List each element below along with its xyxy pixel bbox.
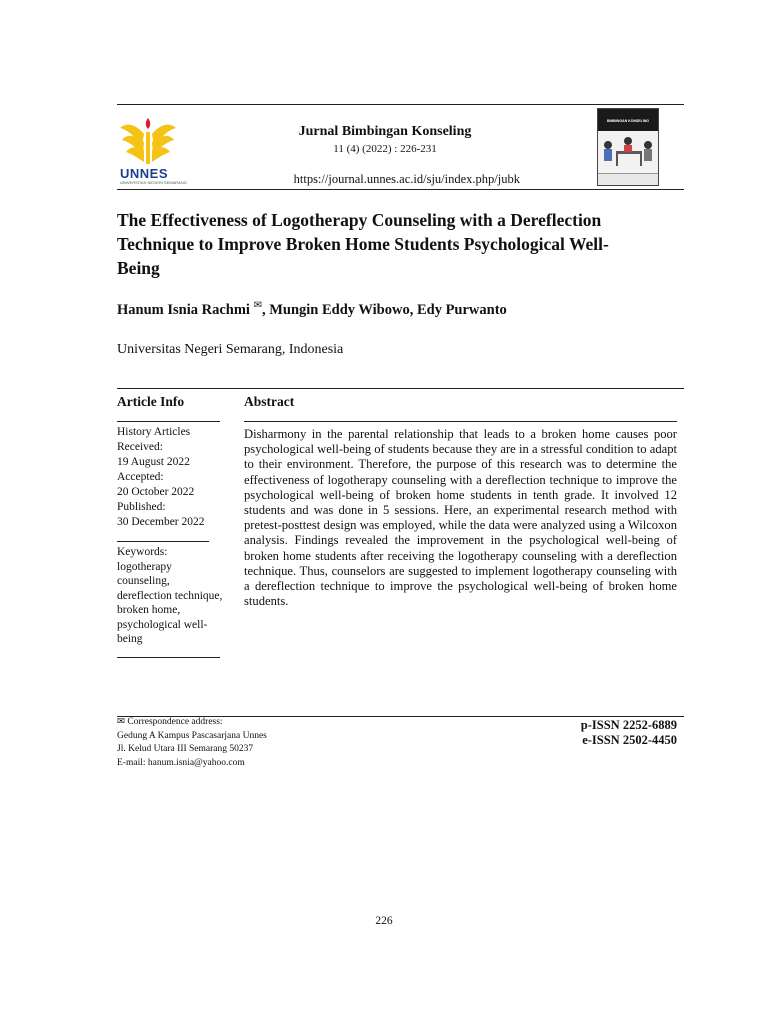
correspondence-address-1: Gedung A Kampus Pascasarjana Unnes xyxy=(117,730,267,741)
keyword-line: logotherapy xyxy=(117,560,172,573)
accepted-date: 20 October 2022 xyxy=(117,486,195,498)
received-date: 19 August 2022 xyxy=(117,456,190,468)
author-1: Hanum Isnia Rachmi xyxy=(117,301,250,318)
correspondence-block xyxy=(117,716,267,770)
keywords-block xyxy=(117,545,227,647)
keyword-line: psychological well- xyxy=(117,618,208,631)
p-issn: p-ISSN 2252-6889 xyxy=(580,718,677,732)
journal-url-link[interactable]: https://journal.unnes.ac.id/sju/index.php/jubk xyxy=(293,172,520,186)
keywords-heading: Keywords: xyxy=(117,546,168,558)
correspondence-address-2: Jl. Kelud Utara III Semarang 50237 xyxy=(117,744,254,754)
keyword-line: counseling, xyxy=(117,575,170,587)
affiliation: Universitas Negeri Semarang, Indonesia xyxy=(117,342,344,357)
correspondence-label: ✉ Correspondence address: xyxy=(117,717,223,727)
unnes-logo-text: UNNES xyxy=(120,166,169,181)
abstract-text: Disharmony in the parental relationship that leads to a broken home causes poor psychological well-being of students because they are in a stressful condition to adapt to their environment. Therefore, the purpose of this research was to determine the effectiveness of logotherapy counseling with a dereflection technique to improve the psychological well-being of broken home students in tenth grade. It involved 12 students and was done in 5 sessions. Here, an experimental research method with pretest-posttest design was employed, while the data were analyzed using a Wilcoxon analysis. Findings revealed the improvement in the psychological well-being of broken home students after receiving the logotherapy counseling with a dereflection technique. Thus, counselors are suggested to implement logotherapy counseling with a dereflection technique to improve the psychological well-being of broken home students. xyxy=(244,427,677,609)
header-bottom-rule xyxy=(117,189,684,190)
published-label: Published: xyxy=(117,501,166,513)
received-label: Received: xyxy=(117,441,163,453)
e-issn: e-ISSN 2502-4450 xyxy=(582,733,677,747)
title-line-3: Being xyxy=(117,258,160,278)
keyword-line: broken home, xyxy=(117,604,181,616)
keyword-line: dereflection technique, xyxy=(117,589,223,602)
article-info-rule xyxy=(117,421,220,422)
abstract-rule xyxy=(244,421,677,422)
journal-cover-image xyxy=(597,108,659,186)
cover-title: BIMBINGAN KONSELING xyxy=(607,119,649,123)
correspondence-email[interactable]: E-mail: hanum.isnia@yahoo.com xyxy=(117,757,245,768)
article-info-heading: Article Info xyxy=(117,394,185,409)
header-top-rule xyxy=(117,104,684,105)
page-number: 226 xyxy=(375,915,393,927)
accepted-label: Accepted: xyxy=(117,471,164,483)
issn-block xyxy=(500,718,677,748)
history-rule xyxy=(117,541,209,542)
author-others: , Mungin Eddy Wibowo, Edy Purwanto xyxy=(261,301,507,318)
section-top-rule xyxy=(117,388,684,389)
published-date: 30 December 2022 xyxy=(117,516,205,528)
journal-name: Jurnal Bimbingan Konseling xyxy=(298,124,472,139)
author-list xyxy=(117,300,507,319)
history-heading: History Articles xyxy=(117,426,191,438)
cover-illustration-icon xyxy=(598,133,658,173)
title-line-1: The Effectiveness of Logotherapy Counseling with a Dereflection xyxy=(117,210,602,230)
journal-volume: 11 (4) (2022) : 226-231 xyxy=(333,143,437,155)
abstract-heading: Abstract xyxy=(244,394,295,409)
unnes-logo-subtext: UNIVERSITAS NEGERI SEMARANG xyxy=(120,180,187,185)
article-title xyxy=(117,208,662,280)
keyword-line: being xyxy=(117,633,143,645)
keywords-rule xyxy=(117,657,220,658)
envelope-icon: ✉ xyxy=(253,300,262,311)
title-line-2: Technique to Improve Broken Home Students Psychological Well- xyxy=(117,234,609,254)
